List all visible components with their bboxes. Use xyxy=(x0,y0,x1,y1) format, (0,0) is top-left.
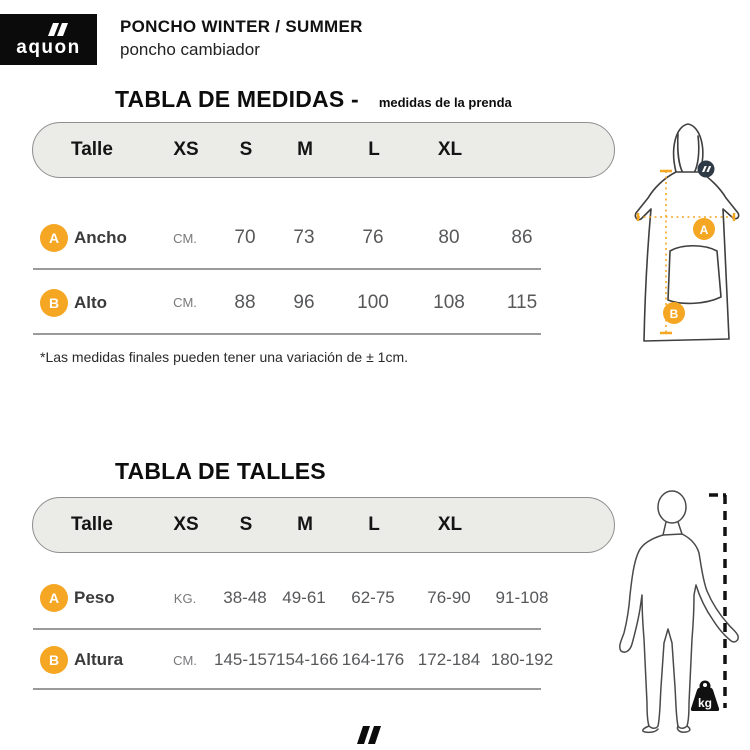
value-cell: 38-48 xyxy=(223,588,267,607)
size-label-l: L xyxy=(368,514,380,535)
value-cell: 80 xyxy=(438,227,460,248)
marker-badge-a: A xyxy=(40,584,68,612)
section-title-medidas xyxy=(115,86,512,113)
product-title: PONCHO WINTER / SUMMER xyxy=(120,17,363,36)
value-cell: 70 xyxy=(234,227,256,248)
medidas-table xyxy=(32,122,615,335)
value-cell: 180-192 xyxy=(490,650,554,669)
value-cell: 96 xyxy=(293,291,315,313)
person-illustration xyxy=(616,483,750,735)
medidas-header-row xyxy=(32,122,615,178)
value-cell: 91-108 xyxy=(495,588,549,607)
row-unit: CM. xyxy=(173,230,197,246)
value-cell: 73 xyxy=(293,227,315,248)
row-label: Peso xyxy=(74,588,115,607)
talles-table xyxy=(32,497,615,690)
row-label: Altura xyxy=(74,650,124,669)
weight-kg-icon xyxy=(691,681,719,712)
product-header xyxy=(120,17,363,60)
value-cell: 172-184 xyxy=(417,650,481,669)
size-column-header: Talle xyxy=(71,514,113,535)
product-subtitle: poncho cambiador xyxy=(120,40,260,59)
table-row-altura xyxy=(32,630,615,690)
section-title-talles xyxy=(115,458,326,485)
table-row-ancho xyxy=(32,206,615,270)
poncho-marker-a: A xyxy=(699,223,709,237)
row-unit: CM. xyxy=(173,295,197,310)
value-cell: 49-61 xyxy=(282,588,326,607)
measurement-footnote: *Las medidas finales pueden tener una variación de ± 1cm. xyxy=(40,349,409,365)
marker-badge-b: B xyxy=(40,646,68,674)
weight-label: kg xyxy=(697,696,713,710)
value-cell: 88 xyxy=(234,291,256,313)
table-row-peso xyxy=(32,566,615,630)
marker-badge-a: A xyxy=(40,224,68,252)
talles-title: TABLA DE TALLES xyxy=(115,458,326,484)
row-unit: CM. xyxy=(173,652,197,668)
size-label-xl: XL xyxy=(437,139,463,160)
value-cell: 154-166 xyxy=(276,650,339,669)
poncho-illustration xyxy=(630,112,748,350)
size-label-s: S xyxy=(239,139,253,160)
value-cell: 76 xyxy=(362,227,384,248)
size-label-l: L xyxy=(368,139,380,160)
row-label: Alto xyxy=(74,292,108,312)
row-unit: KG. xyxy=(173,590,197,606)
value-cell: 86 xyxy=(511,227,533,248)
table-row-alto xyxy=(32,270,615,335)
medidas-subtitle: medidas de la prenda xyxy=(378,95,512,110)
value-cell: 76-90 xyxy=(427,588,471,607)
size-label-xs: XS xyxy=(173,514,199,535)
value-cell: 145-157 xyxy=(214,650,277,669)
brand-logo xyxy=(0,14,97,65)
double-slash-icon xyxy=(48,23,76,36)
size-label-xs: XS xyxy=(173,139,199,160)
talles-header-row xyxy=(32,497,615,553)
row-label: Ancho xyxy=(74,228,127,247)
value-cell: 115 xyxy=(506,291,538,313)
value-cell: 108 xyxy=(433,291,465,313)
size-column-header: Talle xyxy=(71,139,113,160)
brand-name: aquon xyxy=(16,36,81,58)
size-label-xl: XL xyxy=(437,514,463,535)
value-cell: 100 xyxy=(357,291,389,313)
value-cell: 164-176 xyxy=(341,650,405,669)
chest-patch xyxy=(698,161,715,178)
size-label-m: M xyxy=(297,139,313,160)
poncho-marker-b: B xyxy=(669,307,679,321)
marker-badge-b: B xyxy=(40,289,68,317)
bottom-double-slash-icon xyxy=(357,726,391,744)
medidas-title: TABLA DE MEDIDAS - xyxy=(115,86,359,112)
value-cell: 62-75 xyxy=(351,588,395,607)
size-label-m: M xyxy=(297,514,313,535)
size-label-s: S xyxy=(239,514,253,535)
